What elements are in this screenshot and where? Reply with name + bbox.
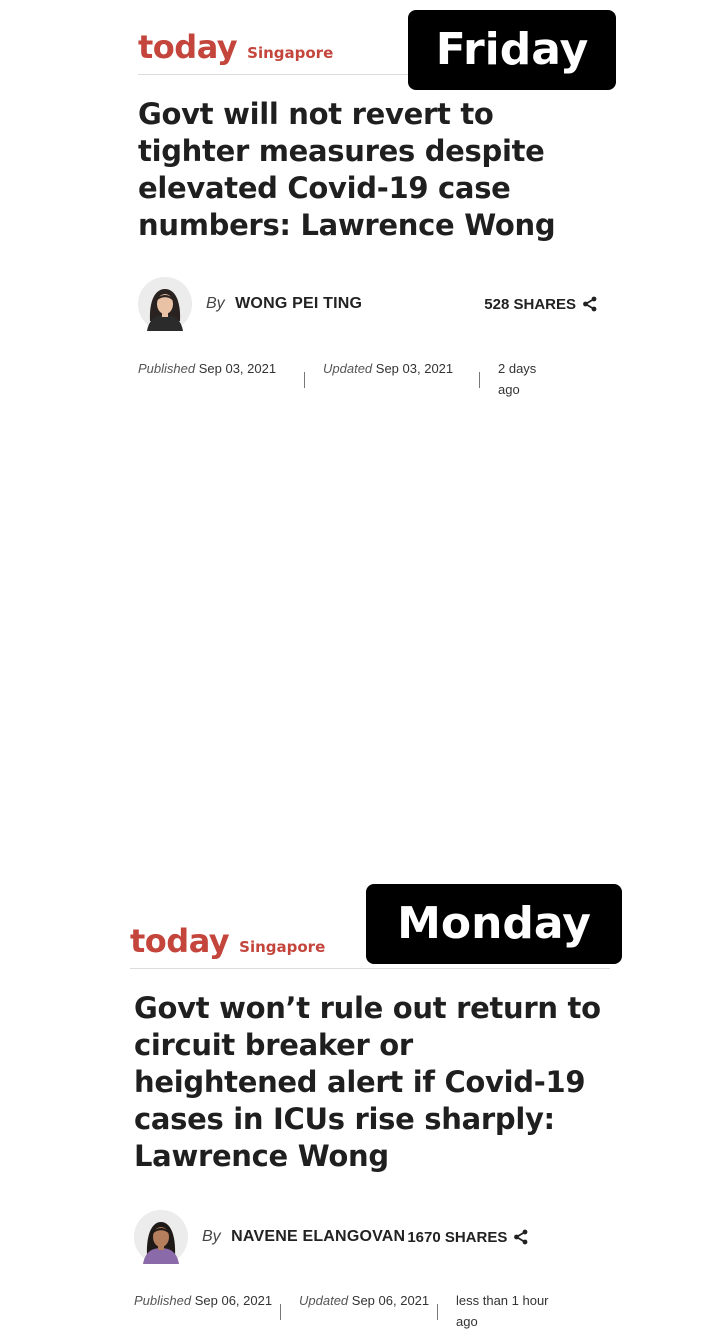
edition-label: Singapore bbox=[247, 44, 334, 62]
share-count-label: 528 SHARES bbox=[484, 295, 576, 313]
meta-separator bbox=[280, 1304, 281, 1320]
share-count[interactable] bbox=[484, 296, 598, 313]
updated-meta bbox=[323, 358, 473, 379]
published-date: Sep 03, 2021 bbox=[198, 361, 277, 376]
article-monday bbox=[0, 440, 720, 1329]
masthead[interactable] bbox=[130, 922, 325, 960]
updated-label: Updated bbox=[323, 361, 373, 376]
updated-meta bbox=[299, 1290, 431, 1311]
share-count[interactable] bbox=[407, 1229, 529, 1246]
edition-label: Singapore bbox=[239, 938, 326, 956]
article-friday bbox=[0, 0, 720, 420]
meta-separator bbox=[437, 1304, 438, 1320]
author-avatar-icon[interactable] bbox=[138, 277, 192, 331]
day-badge: Friday bbox=[408, 10, 616, 90]
share-count-label: 1670 SHARES bbox=[407, 1228, 508, 1246]
updated-date: Sep 03, 2021 bbox=[375, 361, 454, 376]
divider bbox=[130, 968, 610, 969]
meta-row bbox=[138, 358, 558, 400]
share-icon[interactable] bbox=[582, 296, 598, 312]
meta-row bbox=[134, 1290, 566, 1332]
headline[interactable]: Govt won’t rule out return to circuit breaker or heightened alert if Covid-19 cases in ICUs rise sharply: Lawrence Wong bbox=[134, 991, 601, 1173]
relative-time: 2 days ago bbox=[498, 361, 537, 397]
byline-prefix: By bbox=[206, 295, 225, 312]
author-avatar-icon[interactable] bbox=[134, 1210, 188, 1264]
updated-date: Sep 06, 2021 bbox=[351, 1293, 430, 1308]
published-label: Published bbox=[134, 1293, 192, 1308]
meta-separator bbox=[304, 372, 305, 388]
brand-logo: today bbox=[138, 28, 238, 66]
published-meta bbox=[138, 358, 298, 379]
relative-time: less than 1 hour ago bbox=[456, 1293, 549, 1329]
updated-label: Updated bbox=[299, 1293, 349, 1308]
meta-separator bbox=[479, 372, 480, 388]
masthead[interactable] bbox=[138, 28, 333, 66]
byline bbox=[202, 1228, 405, 1246]
author-name[interactable]: NAVENE ELANGOVAN bbox=[231, 1228, 406, 1245]
brand-logo: today bbox=[130, 922, 230, 960]
byline-row bbox=[138, 277, 598, 331]
byline-prefix: By bbox=[202, 1228, 221, 1245]
published-label: Published bbox=[138, 361, 196, 376]
byline-row bbox=[134, 1210, 594, 1264]
byline bbox=[206, 295, 362, 313]
published-date: Sep 06, 2021 bbox=[194, 1293, 273, 1308]
author-name[interactable]: WONG PEI TING bbox=[235, 295, 363, 312]
headline[interactable]: Govt will not revert to tighter measures despite elevated Covid-19 case numbers: Lawrence Wong bbox=[138, 97, 556, 242]
published-meta bbox=[134, 1290, 274, 1311]
share-icon[interactable] bbox=[513, 1229, 529, 1245]
day-badge: Monday bbox=[366, 884, 622, 964]
